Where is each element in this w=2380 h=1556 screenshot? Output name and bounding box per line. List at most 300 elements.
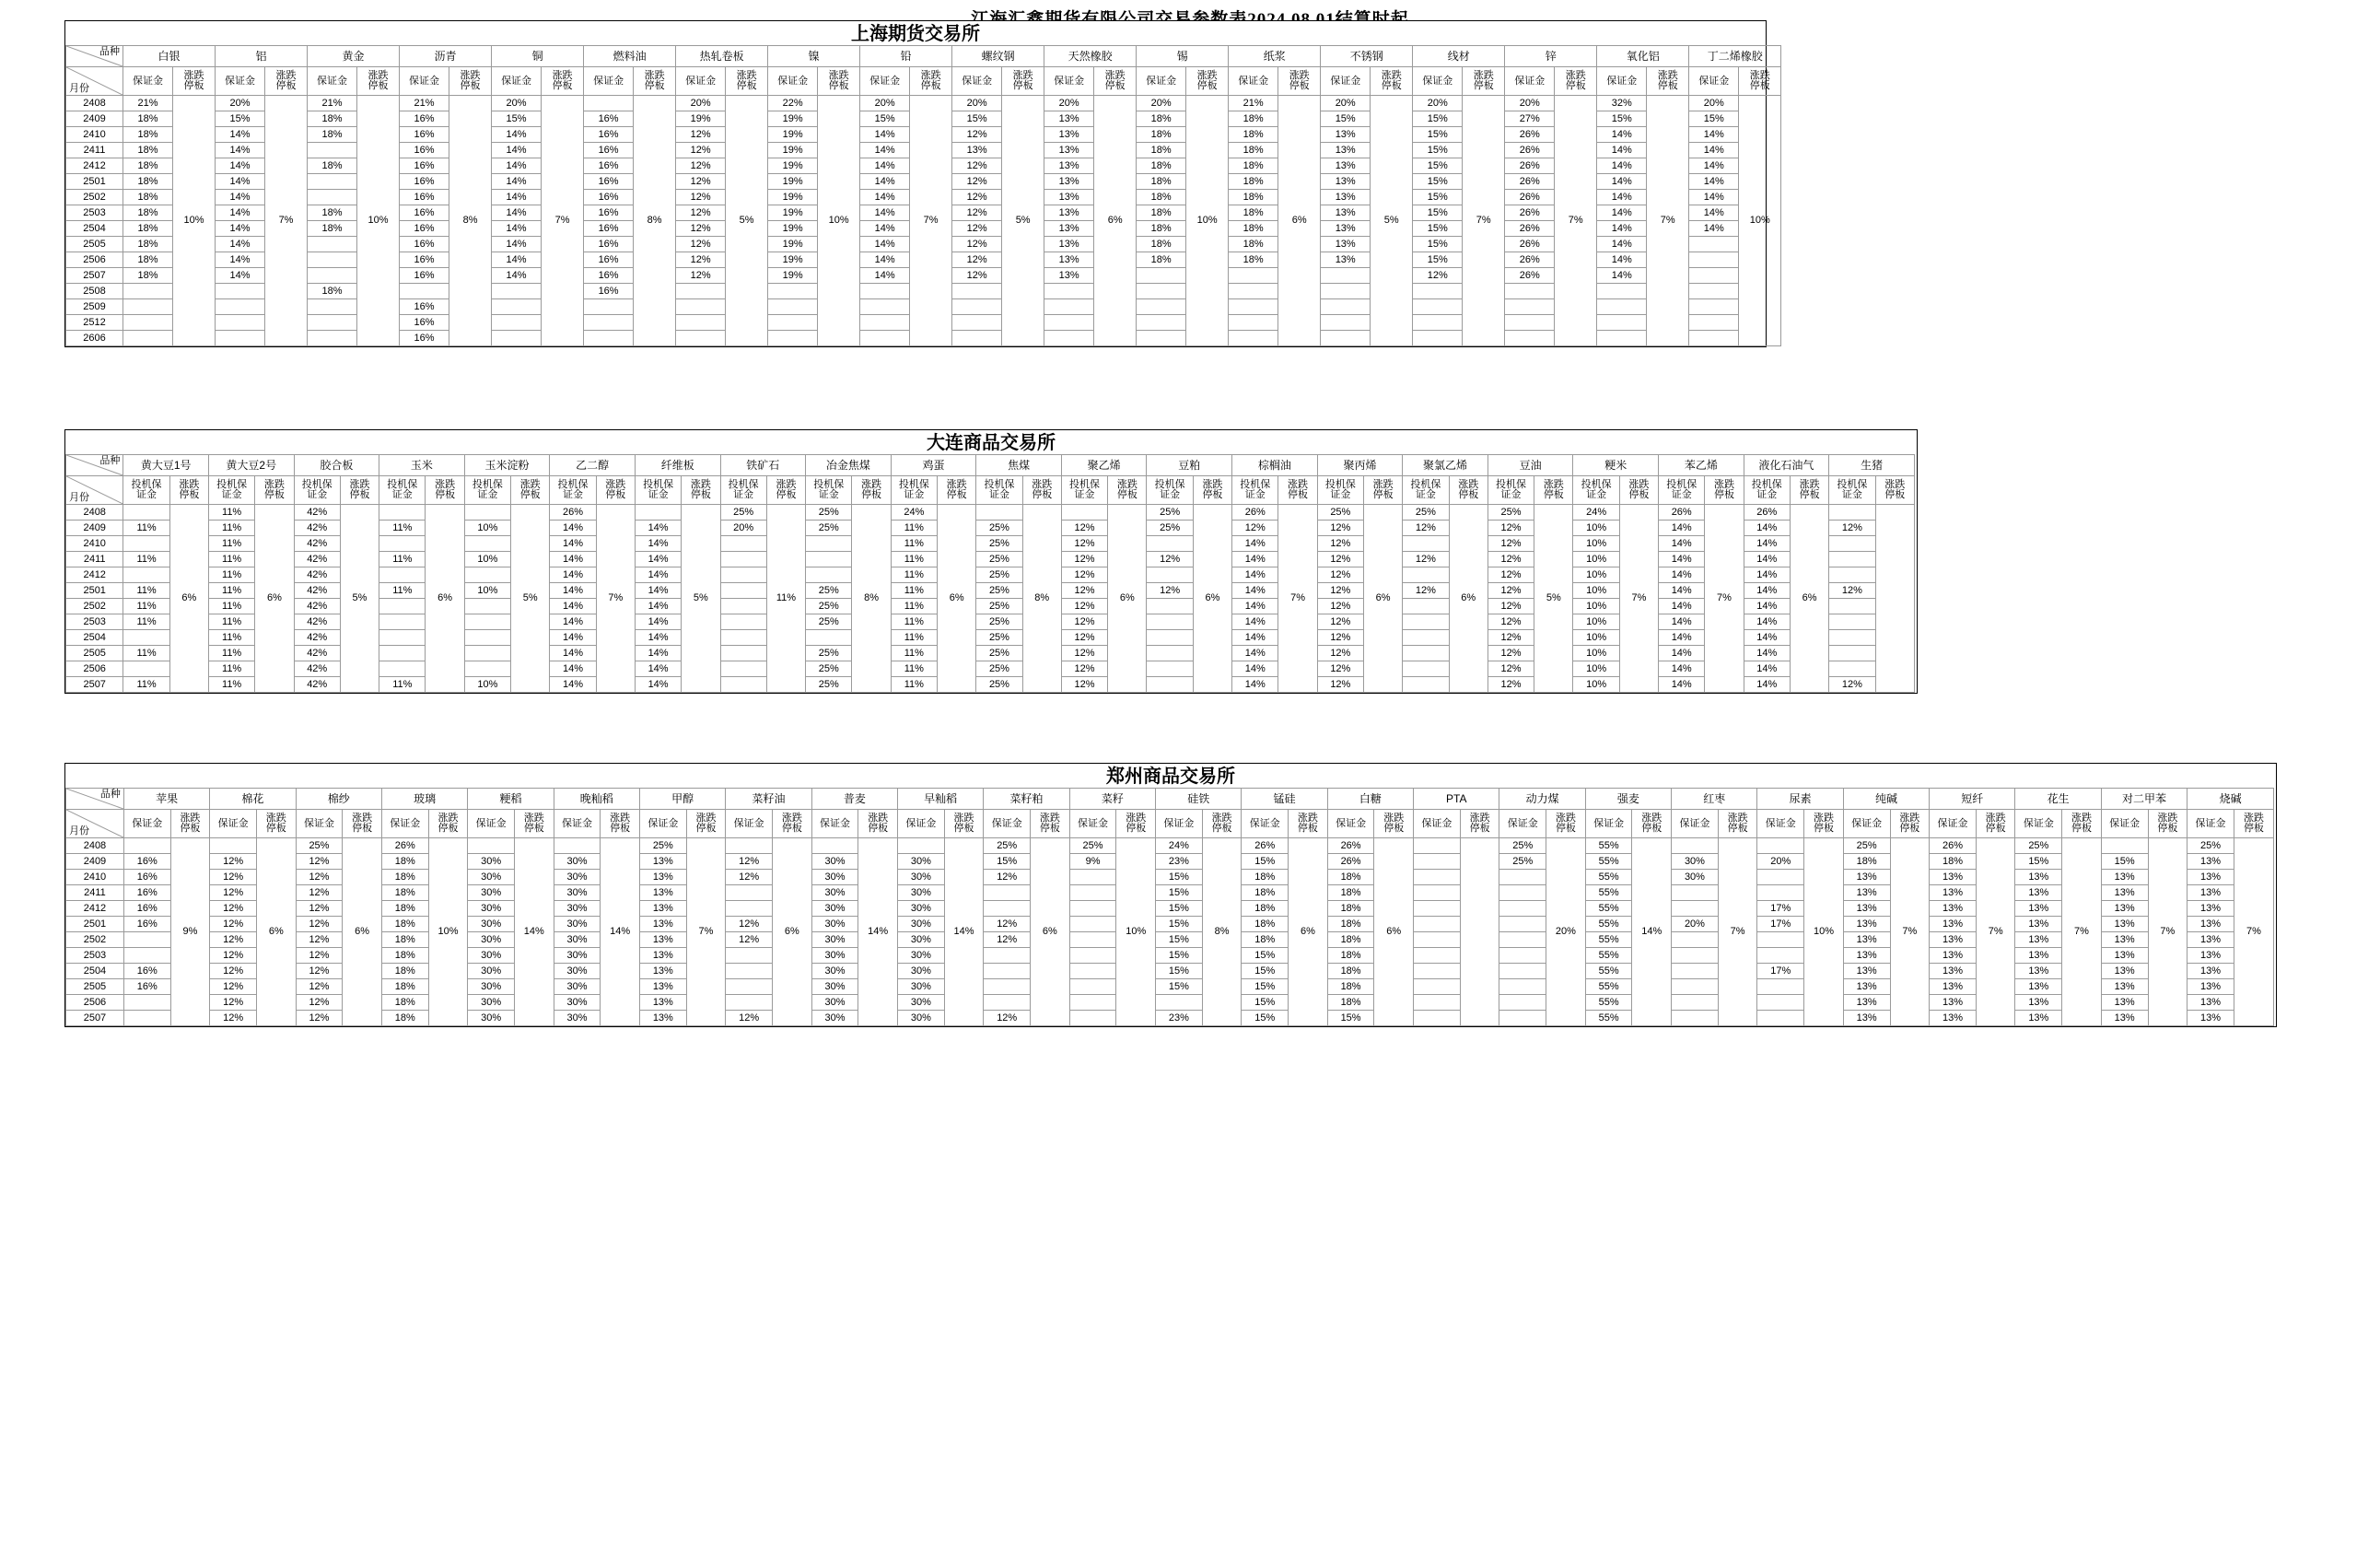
- margin-cell: 13%: [1843, 979, 1890, 995]
- limit-subheader: 涨跌 停板: [944, 810, 984, 838]
- margin-cell: [860, 315, 910, 331]
- margin-cell: 14%: [1659, 630, 1705, 646]
- limit-cell: 7%: [596, 505, 635, 693]
- margin-cell: 12%: [726, 932, 773, 948]
- margin-cell: 13%: [2015, 948, 2062, 964]
- margin-cell: 30%: [811, 964, 858, 979]
- margin-cell: 10%: [464, 677, 510, 693]
- margin-cell: 26%: [1930, 838, 1977, 854]
- product-header: 聚丙烯: [1317, 455, 1403, 476]
- limit-cell: 5%: [726, 96, 768, 346]
- margin-cell: 25%: [806, 599, 852, 614]
- product-header: 聚氯乙烯: [1403, 455, 1488, 476]
- margin-cell: [123, 838, 170, 854]
- margin-cell: 26%: [1744, 505, 1790, 521]
- margin-cell: [1147, 630, 1193, 646]
- margin-cell: [1069, 964, 1116, 979]
- margin-cell: 20%: [1672, 917, 1719, 932]
- margin-cell: [123, 315, 173, 331]
- corner-header: [66, 455, 123, 476]
- margin-subheader: 投机保 证金: [1232, 476, 1278, 505]
- table-row: [66, 964, 2274, 979]
- margin-cell: 18%: [308, 205, 357, 221]
- margin-cell: 12%: [1488, 567, 1534, 583]
- limit-cell: 10%: [1804, 838, 1844, 1026]
- margin-subheader: 保证金: [1843, 810, 1890, 838]
- margin-cell: 14%: [216, 221, 265, 237]
- limit-subheader: 涨跌 停板: [1804, 810, 1844, 838]
- margin-cell: [1757, 979, 1804, 995]
- margin-cell: [676, 299, 726, 315]
- margin-cell: [1414, 885, 1461, 901]
- limit-cell: 5%: [511, 505, 550, 693]
- margin-cell: [1414, 870, 1461, 885]
- product-header: 纸浆: [1229, 46, 1321, 67]
- limit-cell: 8%: [1022, 505, 1061, 693]
- margin-cell: [1829, 646, 1875, 661]
- margin-cell: 18%: [1137, 190, 1186, 205]
- limit-cell: 11%: [766, 505, 805, 693]
- margin-cell: [308, 190, 357, 205]
- margin-cell: [720, 552, 766, 567]
- margin-subheader: 投机保 证金: [976, 476, 1022, 505]
- limit-subheader: 涨跌 停板: [818, 67, 860, 96]
- margin-cell: 13%: [2101, 901, 2148, 917]
- limit-cell: 10%: [173, 96, 216, 346]
- margin-cell: 12%: [210, 1011, 257, 1026]
- margin-cell: 23%: [1156, 1011, 1203, 1026]
- limit-subheader: 涨跌 停板: [542, 67, 584, 96]
- margin-cell: 14%: [1232, 677, 1278, 693]
- margin-cell: 14%: [216, 127, 265, 143]
- margin-cell: 13%: [2015, 979, 2062, 995]
- margin-cell: [1829, 630, 1875, 646]
- margin-cell: 42%: [294, 521, 340, 536]
- margin-cell: 13%: [639, 901, 686, 917]
- margin-cell: 42%: [294, 599, 340, 614]
- margin-cell: 18%: [1137, 127, 1186, 143]
- margin-cell: 11%: [891, 630, 937, 646]
- margin-subheader: 保证金: [898, 810, 945, 838]
- margin-cell: 11%: [208, 505, 254, 521]
- margin-cell: 14%: [1597, 205, 1647, 221]
- margin-cell: 12%: [952, 127, 1002, 143]
- margin-cell: 18%: [123, 190, 173, 205]
- margin-cell: [1499, 948, 1546, 964]
- margin-cell: 21%: [400, 96, 449, 111]
- margin-cell: [1403, 677, 1449, 693]
- margin-cell: [720, 599, 766, 614]
- margin-cell: 30%: [898, 995, 945, 1011]
- margin-cell: [1672, 964, 1719, 979]
- margin-cell: 13%: [1930, 995, 1977, 1011]
- margin-cell: 18%: [308, 284, 357, 299]
- margin-cell: [123, 661, 169, 677]
- margin-cell: [720, 646, 766, 661]
- margin-cell: [1499, 995, 1546, 1011]
- margin-cell: 30%: [554, 995, 601, 1011]
- limit-cell: 14%: [858, 838, 898, 1026]
- margin-cell: 25%: [976, 583, 1022, 599]
- margin-cell: 13%: [639, 917, 686, 932]
- table-row: [66, 870, 2274, 885]
- margin-cell: 13%: [1321, 127, 1371, 143]
- margin-cell: 13%: [1930, 1011, 1977, 1026]
- margin-cell: 14%: [1744, 552, 1790, 567]
- margin-cell: [1137, 299, 1186, 315]
- margin-cell: 15%: [1413, 237, 1463, 252]
- limit-subheader: 涨跌 停板: [634, 67, 676, 96]
- margin-subheader: 投机保 证金: [1744, 476, 1790, 505]
- margin-subheader: 投机保 证金: [635, 476, 681, 505]
- margin-cell: 13%: [639, 932, 686, 948]
- margin-cell: [210, 838, 257, 854]
- margin-cell: [308, 174, 357, 190]
- limit-subheader: 涨跌 停板: [1116, 810, 1156, 838]
- margin-cell: 13%: [1044, 252, 1094, 268]
- margin-cell: 14%: [1689, 127, 1739, 143]
- margin-cell: 10%: [1573, 567, 1619, 583]
- margin-cell: 25%: [976, 521, 1022, 536]
- margin-cell: 26%: [1327, 854, 1374, 870]
- margin-cell: [464, 505, 510, 521]
- margin-cell: 15%: [1156, 964, 1203, 979]
- margin-cell: 12%: [1061, 677, 1107, 693]
- month-cell: 2412: [66, 158, 123, 174]
- margin-cell: [1829, 567, 1875, 583]
- margin-cell: 30%: [554, 964, 601, 979]
- margin-cell: [1829, 599, 1875, 614]
- margin-cell: [1321, 331, 1371, 346]
- margin-cell: [726, 979, 773, 995]
- margin-cell: 20%: [1321, 96, 1371, 111]
- margin-cell: 18%: [1242, 917, 1289, 932]
- margin-cell: 14%: [492, 158, 542, 174]
- margin-subheader: 保证金: [1156, 810, 1203, 838]
- product-header: PTA: [1414, 789, 1499, 810]
- margin-cell: [898, 838, 945, 854]
- margin-cell: 14%: [1744, 677, 1790, 693]
- margin-cell: 14%: [1597, 174, 1647, 190]
- margin-cell: 26%: [1505, 252, 1555, 268]
- margin-cell: 14%: [1744, 646, 1790, 661]
- margin-cell: 30%: [554, 917, 601, 932]
- margin-cell: 19%: [768, 174, 818, 190]
- margin-cell: 20%: [676, 96, 726, 111]
- margin-cell: [1757, 932, 1804, 948]
- product-header: 白银: [123, 46, 216, 67]
- margin-cell: [1499, 979, 1546, 995]
- product-header: 锡: [1137, 46, 1229, 67]
- margin-cell: 24%: [1156, 838, 1203, 854]
- margin-cell: 18%: [1242, 901, 1289, 917]
- month-cell: 2507: [66, 677, 123, 693]
- margin-cell: [1672, 995, 1719, 1011]
- limit-subheader: 涨跌 停板: [1976, 810, 2015, 838]
- margin-cell: [1414, 932, 1461, 948]
- margin-cell: 12%: [210, 917, 257, 932]
- margin-cell: [984, 901, 1031, 917]
- margin-subheader: 保证金: [1757, 810, 1804, 838]
- margin-subheader: 保证金: [1672, 810, 1719, 838]
- limit-cell: 6%: [1031, 838, 1070, 1026]
- limit-cell: 8%: [449, 96, 492, 346]
- margin-cell: 14%: [550, 521, 596, 536]
- product-header: 液化石油气: [1744, 455, 1829, 476]
- margin-cell: 13%: [1321, 221, 1371, 237]
- margin-cell: [720, 583, 766, 599]
- margin-cell: [554, 838, 601, 854]
- margin-cell: 13%: [2188, 932, 2234, 948]
- margin-cell: 13%: [1044, 127, 1094, 143]
- margin-cell: 20%: [216, 96, 265, 111]
- product-header: 螺纹钢: [952, 46, 1044, 67]
- margin-cell: 14%: [635, 614, 681, 630]
- limit-subheader: 涨跌 停板: [2062, 810, 2102, 838]
- margin-cell: 18%: [1229, 221, 1278, 237]
- limit-cell: 10%: [1116, 838, 1156, 1026]
- margin-cell: [1061, 505, 1107, 521]
- month-cell: 2503: [66, 205, 123, 221]
- limit-subheader: 涨跌 停板: [256, 810, 296, 838]
- margin-cell: [1414, 1011, 1461, 1026]
- limit-subheader: 涨跌 停板: [1002, 67, 1044, 96]
- margin-cell: 30%: [898, 917, 945, 932]
- margin-cell: 16%: [123, 901, 170, 917]
- margin-cell: 11%: [379, 677, 426, 693]
- margin-cell: 18%: [1930, 854, 1977, 870]
- margin-cell: 11%: [208, 583, 254, 599]
- margin-cell: 12%: [952, 190, 1002, 205]
- margin-subheader: 投机保 证金: [1403, 476, 1449, 505]
- margin-cell: 20%: [1044, 96, 1094, 111]
- limit-subheader: 涨跌 停板: [852, 476, 891, 505]
- margin-cell: 15%: [1413, 190, 1463, 205]
- margin-cell: [308, 331, 357, 346]
- margin-subheader: 投机保 证金: [1061, 476, 1107, 505]
- margin-cell: 14%: [550, 677, 596, 693]
- margin-cell: 13%: [2188, 948, 2234, 964]
- margin-cell: 14%: [1597, 252, 1647, 268]
- margin-cell: 14%: [1232, 630, 1278, 646]
- margin-subheader: 保证金: [1413, 67, 1463, 96]
- margin-cell: 18%: [381, 870, 428, 885]
- label-month: 月份: [69, 825, 89, 836]
- margin-cell: 13%: [1044, 158, 1094, 174]
- margin-cell: [1137, 284, 1186, 299]
- margin-cell: 13%: [1930, 901, 1977, 917]
- margin-cell: 14%: [1597, 221, 1647, 237]
- margin-cell: [400, 284, 449, 299]
- margin-cell: [1757, 885, 1804, 901]
- month-cell: 2504: [66, 221, 123, 237]
- margin-cell: 12%: [210, 979, 257, 995]
- margin-cell: 17%: [1757, 901, 1804, 917]
- margin-cell: 26%: [1327, 838, 1374, 854]
- limit-cell: [1875, 505, 1914, 693]
- margin-cell: [379, 599, 426, 614]
- corner-header: [66, 67, 123, 96]
- margin-cell: [1689, 315, 1739, 331]
- margin-cell: [1499, 964, 1546, 979]
- month-cell: 2411: [66, 885, 124, 901]
- margin-cell: [1229, 268, 1278, 284]
- limit-subheader: 涨跌 停板: [773, 810, 812, 838]
- margin-cell: 25%: [1499, 838, 1546, 854]
- limit-cell: 6%: [255, 505, 294, 693]
- limit-cell: 14%: [601, 838, 640, 1026]
- limit-subheader: 涨跌 停板: [682, 476, 720, 505]
- limit-cell: 8%: [852, 505, 891, 693]
- margin-subheader: 保证金: [768, 67, 818, 96]
- margin-cell: 12%: [1488, 630, 1534, 646]
- margin-cell: [952, 299, 1002, 315]
- margin-cell: 13%: [2188, 995, 2234, 1011]
- margin-cell: 14%: [1744, 661, 1790, 677]
- limit-subheader: 涨跌 停板: [596, 476, 635, 505]
- margin-cell: [1044, 299, 1094, 315]
- margin-cell: [123, 1011, 170, 1026]
- limit-subheader: 涨跌 停板: [1363, 476, 1402, 505]
- margin-cell: 10%: [1573, 677, 1619, 693]
- limit-subheader: 涨跌 停板: [726, 67, 768, 96]
- limit-cell: 10%: [818, 96, 860, 346]
- margin-cell: 25%: [1317, 505, 1363, 521]
- margin-cell: 16%: [584, 237, 634, 252]
- margin-cell: 13%: [639, 854, 686, 870]
- margin-cell: 12%: [296, 1011, 343, 1026]
- product-header: 铜: [492, 46, 584, 67]
- margin-cell: 25%: [639, 838, 686, 854]
- margin-cell: 16%: [584, 158, 634, 174]
- margin-cell: 11%: [891, 552, 937, 567]
- margin-cell: 26%: [1242, 838, 1289, 854]
- margin-cell: 30%: [1672, 854, 1719, 870]
- margin-cell: 13%: [1321, 237, 1371, 252]
- margin-cell: 12%: [726, 1011, 773, 1026]
- margin-cell: 30%: [468, 932, 515, 948]
- margin-cell: 13%: [639, 948, 686, 964]
- limit-cell: 20%: [1546, 838, 1586, 1026]
- margin-cell: 14%: [1689, 174, 1739, 190]
- margin-subheader: 保证金: [1044, 67, 1094, 96]
- margin-cell: [1229, 315, 1278, 331]
- margin-cell: 30%: [811, 854, 858, 870]
- margin-cell: [1757, 948, 1804, 964]
- margin-cell: 22%: [768, 96, 818, 111]
- margin-cell: 13%: [1843, 885, 1890, 901]
- margin-cell: 12%: [1488, 599, 1534, 614]
- product-header: 动力煤: [1499, 789, 1585, 810]
- margin-cell: 15%: [1413, 111, 1463, 127]
- limit-subheader: 涨跌 停板: [1460, 810, 1499, 838]
- margin-cell: [1229, 331, 1278, 346]
- margin-cell: 12%: [1488, 583, 1534, 599]
- margin-cell: 24%: [891, 505, 937, 521]
- margin-cell: 14%: [1232, 599, 1278, 614]
- margin-cell: 18%: [1229, 143, 1278, 158]
- limit-cell: 6%: [1449, 505, 1488, 693]
- margin-cell: [720, 567, 766, 583]
- margin-cell: [584, 315, 634, 331]
- margin-cell: 12%: [952, 252, 1002, 268]
- month-cell: 2411: [66, 552, 123, 567]
- margin-cell: [720, 536, 766, 552]
- margin-cell: 18%: [123, 205, 173, 221]
- month-cell: 2501: [66, 174, 123, 190]
- margin-cell: 11%: [891, 614, 937, 630]
- limit-cell: 7%: [2062, 838, 2102, 1026]
- margin-cell: [1321, 284, 1371, 299]
- margin-subheader: 保证金: [1689, 67, 1739, 96]
- margin-cell: 14%: [635, 583, 681, 599]
- margin-cell: 30%: [811, 885, 858, 901]
- margin-cell: 14%: [1659, 536, 1705, 552]
- month-cell: 2502: [66, 599, 123, 614]
- margin-cell: 12%: [1829, 521, 1875, 536]
- margin-cell: 12%: [676, 190, 726, 205]
- margin-cell: 19%: [768, 268, 818, 284]
- product-header: 花生: [2015, 789, 2101, 810]
- limit-subheader: 涨跌 停板: [1875, 476, 1914, 505]
- limit-cell: 7%: [2148, 838, 2188, 1026]
- month-cell: 2504: [66, 964, 124, 979]
- margin-cell: 27%: [1505, 111, 1555, 127]
- margin-cell: [1597, 315, 1647, 331]
- margin-cell: 18%: [1137, 158, 1186, 174]
- margin-cell: 30%: [898, 870, 945, 885]
- margin-cell: 10%: [464, 521, 510, 536]
- margin-cell: 20%: [1689, 96, 1739, 111]
- margin-cell: 55%: [1585, 885, 1632, 901]
- margin-cell: 12%: [1232, 521, 1278, 536]
- margin-cell: 11%: [891, 536, 937, 552]
- table-row: [66, 995, 2274, 1011]
- margin-cell: [1829, 614, 1875, 630]
- margin-cell: 25%: [806, 661, 852, 677]
- parameter-table: [65, 788, 2274, 1026]
- margin-cell: 12%: [296, 948, 343, 964]
- limit-cell: 6%: [169, 505, 208, 693]
- margin-cell: 12%: [1317, 661, 1363, 677]
- margin-cell: [1414, 838, 1461, 854]
- margin-cell: 25%: [720, 505, 766, 521]
- margin-cell: 42%: [294, 614, 340, 630]
- margin-cell: [1499, 885, 1546, 901]
- margin-cell: 13%: [1930, 964, 1977, 979]
- margin-cell: 12%: [296, 870, 343, 885]
- limit-cell: 6%: [1374, 838, 1414, 1026]
- margin-cell: 11%: [123, 552, 169, 567]
- margin-cell: [720, 614, 766, 630]
- month-cell: 2408: [66, 838, 124, 854]
- margin-cell: [1413, 299, 1463, 315]
- limit-cell: 7%: [1463, 96, 1505, 346]
- margin-cell: 11%: [891, 521, 937, 536]
- limit-subheader: 涨跌 停板: [1647, 67, 1689, 96]
- limit-subheader: 涨跌 停板: [938, 476, 976, 505]
- margin-cell: 15%: [1156, 885, 1203, 901]
- margin-cell: 18%: [381, 995, 428, 1011]
- margin-cell: 14%: [1597, 268, 1647, 284]
- margin-cell: 14%: [1597, 237, 1647, 252]
- margin-cell: 18%: [1137, 221, 1186, 237]
- margin-cell: 15%: [860, 111, 910, 127]
- corner-header: [66, 46, 123, 67]
- margin-subheader: 保证金: [952, 67, 1002, 96]
- limit-subheader: 涨跌 停板: [265, 67, 308, 96]
- margin-cell: 14%: [1659, 677, 1705, 693]
